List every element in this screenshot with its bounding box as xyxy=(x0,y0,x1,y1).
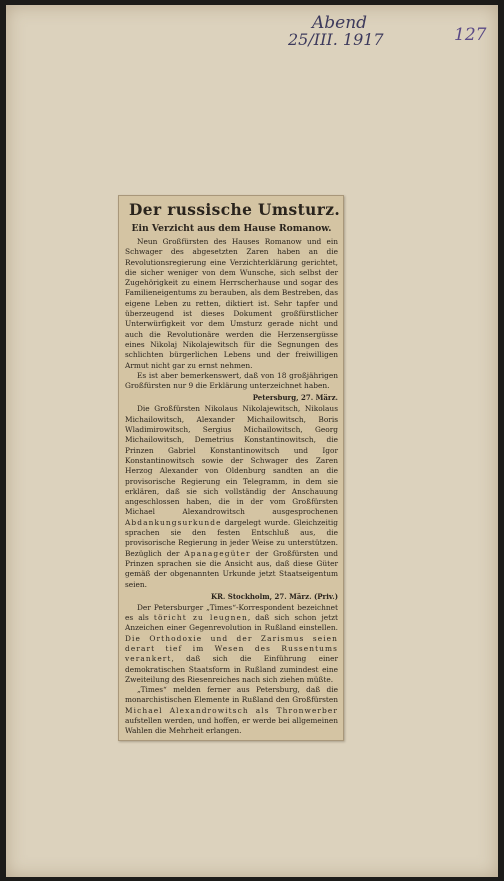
dateline-petersburg: Petersburg, 27. März. xyxy=(252,393,338,403)
handwritten-annotation: Abend xyxy=(312,13,368,33)
paragraph-3-text-a: Die Großfürsten Nikolaus Nikolajewitsch, Nikolaus Michailowitsch, Alexander Michailowitsch, Boris Wladimirowitsch, Sergius Michailowitsch, Georg Michailowitsch, Demetrius Konstantinowitsch, die Prinzen Gabriel Konstantinowitsch und Igor Konstantinowitsch sowie der Schwager des Zaren Herzog Alexander von Oldenburg sandten an die provisorische Regierung ein Telegramm, in dem sie erklären, daß sie sich vollständig der Anschauung angeschlossen haben, die in der vom Großfürsten Michael Alexandrowitsch ausgesprochenen xyxy=(125,404,338,517)
paragraph-3-text-b: dargelegt wurde. Gleichzeitig sprachen sie den festen Entschluß aus, die provisorische Regierung in jeder Weise zu unterstützen. Bezüglich der xyxy=(125,517,338,558)
handwritten-date: 25/III. 1917 xyxy=(288,30,384,49)
paragraph-5-text-a: „Times“ melden ferner aus Petersburg, daß die monarchistischen Elemente in Rußland den Großfürsten xyxy=(125,685,338,705)
page-number: 127 xyxy=(454,25,487,45)
paragraph-3-text-c: der Großfürsten und Prinzen sprachen sie die Ansicht aus, daß diese Güter gemäß der obgenannten Urkunde jetzt Staatseigentum seien. xyxy=(125,548,339,589)
paragraph-4-text-a: Der Petersburger „Times“-Korrespondent bezeichnet es als xyxy=(125,602,338,623)
paragraph-5 xyxy=(125,685,338,736)
subheadline: Ein Verzicht aus dem Hause Romanow. xyxy=(131,223,332,234)
paragraph-2: Es ist aber bemerkenswert, daß von 18 großjährigen Großfürsten nur 9 die Erklärung unterzeichnet haben. xyxy=(125,370,338,391)
paragraph-4-text-b: , daß sich schon jetzt Anzeichen einer Gegenrevolution in Rußland einstellen. xyxy=(125,613,338,633)
headline-row xyxy=(125,199,341,221)
dateline-stockholm: KR. Stockholm, 27. März. (Priv.) xyxy=(210,591,338,601)
headline: Der russische Umsturz. xyxy=(129,201,341,219)
paragraph-4 xyxy=(125,603,338,685)
spaced-term-abdankungsurkunde: Abdankungsurkunde xyxy=(125,517,222,527)
paragraph-3 xyxy=(125,404,338,589)
paragraph-4-text-c: , daß sich die Einführung einer demokratischen Staatsform in Rußland zumindest eine Zweiteilung des Riesenreiches nach sich ziehen müßte. xyxy=(125,654,338,684)
paragraph-1: Neun Großfürsten des Hauses Romanow und ein Schwager des abgesetzten Zaren haben an die Revolutionsregierung eine Verzichterklärung gerichtet, die sicher weniger von dem Wunsche, sich selbst der Zugehörigkeit zu einem Herrscherhause und sogar des Familieneigentums zu berauben, als dem Bestreben, das eigene Leben zu retten, diktiert ist. Sehr tapfer und überzeugend ist dieses Dokument großfürstlicher Unterwürfigkeit vor dem Umsturz gerade nicht und auch die Revolutionäre werden die Herzensergüsse eines Nikolaj Nikolajewitsch für die Segnungen des schlichten bürgerlichen Lebens und der freiwilligen Armut nicht gar zu ernst nehmen. xyxy=(125,237,338,370)
spaced-phrase-thronwerber: Michael Alexandrowitsch als Thronwerber xyxy=(125,705,338,715)
paragraph-5-text-b: aufstellen werden, und hoffen, er werde bei allgemeinen Wahlen die Mehrheit erlangen. xyxy=(125,716,338,736)
newspaper-clipping xyxy=(118,195,344,741)
spaced-phrase-toericht: töricht zu leugnen xyxy=(153,613,248,623)
spaced-term-apanagegueter: Apanagegüter xyxy=(184,548,251,558)
spaced-phrase-orthodoxie: Die Orthodoxie und der Zarismus seien derart tief im Wesen des Russentums verankert xyxy=(125,633,338,664)
